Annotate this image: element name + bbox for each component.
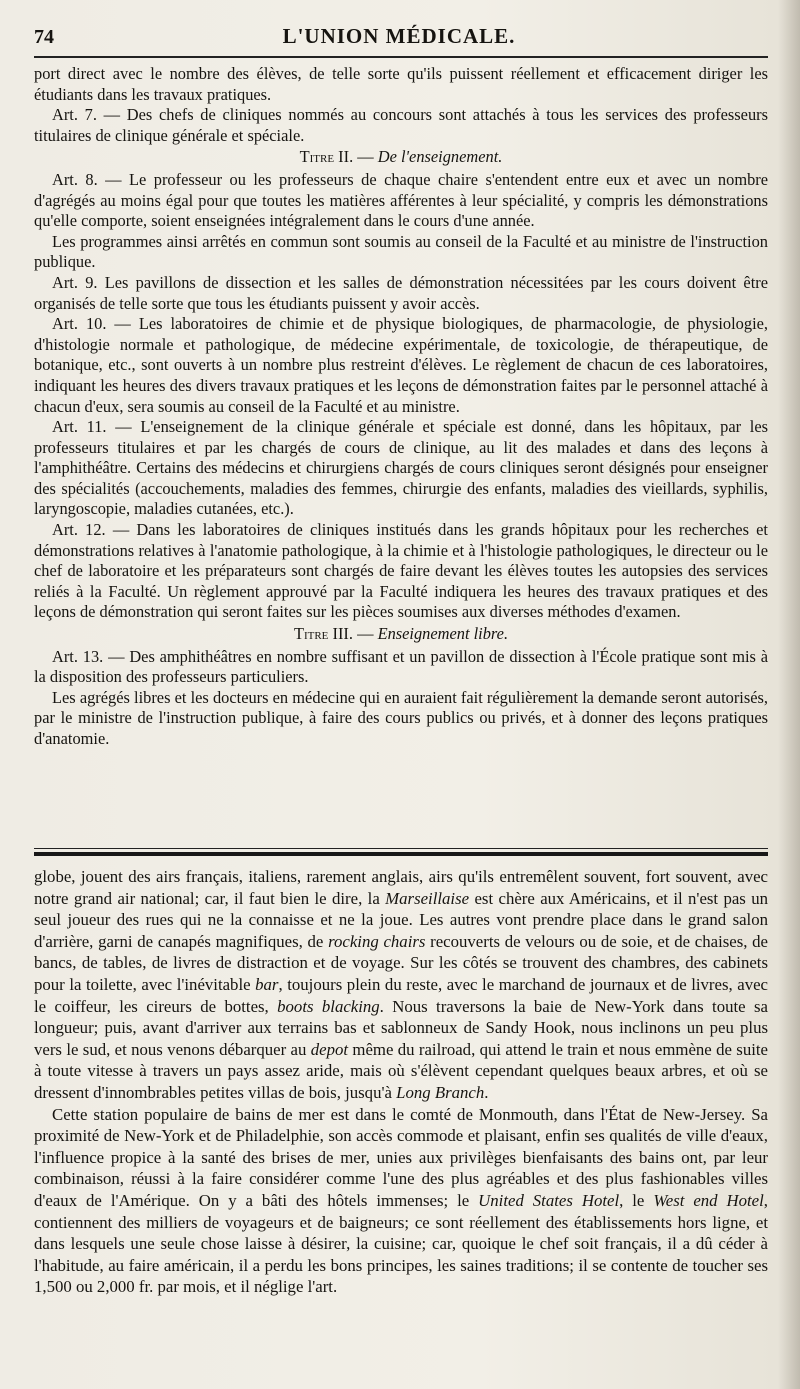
text-run: même du railroad, qui attend le train et nous emmène de suite à toute vitesse à travers un pays assez aride, mais où s'élèvent cependant quelques beaux arbres, et où se dressent d'innombrables petites villas de bois, jusqu'à	[34, 1039, 768, 1102]
feuilleton-paragraph-2	[34, 1104, 768, 1298]
italic-term: Marseillaise	[385, 888, 470, 908]
text-run: globe, jouent des airs français, italiens, rarement anglais, airs qu'ils entremêlent souvent, fort souvent, avec notre grand air national; car, il faut bien le dire, la	[34, 867, 768, 908]
italic-term: depot	[310, 1039, 349, 1059]
text-run: , le	[619, 1190, 654, 1210]
section-heading: Enseignement libre.	[377, 624, 509, 644]
separator-thin-rule	[34, 848, 768, 849]
paragraph-agreges: Les agrégés libres et les docteurs en médecine qui en auraient fait régulièrement la demande seront autorisés, par le ministre de l'instruction publique, à faire des cours publics ou privés, et à donner des leçons pratiques d'anatomie.	[34, 687, 768, 748]
running-title: L'UNION MÉDICALE.	[282, 24, 516, 48]
separator-thick-rule	[34, 852, 768, 856]
text-run: .	[484, 1082, 489, 1102]
section-title-3: Titre III. — Enseignement libre.	[293, 624, 509, 644]
feuilleton-paragraph-1	[34, 866, 768, 1104]
page-header	[34, 22, 764, 52]
italic-term: West end Hotel	[653, 1190, 764, 1210]
italic-term: United States Hotel	[478, 1190, 620, 1210]
text-run: , contiennent des milliers de voyageurs et de baigneurs; ce sont réellement des établissements hors ligne, et dans lesquels une seule chose laisse à désirer, la cuisine; car, quoique le chef soit français, il a dû céder à l'habitude, au faire américain, il a perdu les bons principes, les saines traditions; il se contente de toucher ses 1,500 ou 2,000 fr. par mois, et il néglige l'art.	[34, 1190, 768, 1297]
article-10: Art. 10. — Les laboratoires de chimie et de physique biologiques, de pharmacologie, de physiologie, d'histologie normale et pathologique, de médecine expérimentale, de toxicologie, de thérapeutique, de botanique, etc., sont ouverts à un nombre plus restreint d'élèves. Le règlement de chacun de ces laboratoires, indiquant les heures des divers travaux pratiques et les leçons de démonstration faites par le personnel attaché à chacun d'eux, sera soumis au conseil de la Faculté et au ministre.	[34, 314, 768, 416]
text-run: . Nous traversons la baie de New-York dans toute sa longueur; puis, avant d'arriver aux terrains bas et sablonneux de Sandy Hook, nous inclinons un peu plus vers le sud, et nous venons débarquer au	[34, 996, 768, 1059]
article-7: Art. 7. — Des chefs de cliniques nommés au concours sont attachés à tous les services des professeurs titulaires de clinique générale et spéciale.	[34, 105, 768, 145]
article-8: Art. 8. — Le professeur ou les professeurs de chaque chaire s'entendent entre eux et avec un nombre d'agrégés au moins égal pour que toutes les matières afférentes à leur spécialité, y compris les démonstrations qu'elle comporte, soient enseignées intégralement dans le cours d'une année.	[34, 169, 768, 231]
italic-term: rocking chairs	[328, 931, 426, 951]
article-11: Art. 11. — L'enseignement de la clinique générale et spéciale est donné, dans les hôpitaux, par les professeurs titulaires et par les chargés de cours de clinique, au lit des malades et dans des leçons à l'amphithéâtre. Certains des médecins et chirurgiens chargés de cours cliniques seront désignés pour enseigner des spécialités (accouchements, maladies des femmes, chirurgie des enfants, maladies des vieillards, syphilis, laryngoscopie, maladies cutanées, etc.).	[34, 417, 768, 519]
italic-term: bar	[255, 974, 279, 994]
paragraph-continuation: port direct avec le nombre des élèves, de telle sorte qu'ils puissent réellement et efficacement diriger les étudiants dans les travaux pratiques.	[34, 64, 768, 104]
page-edge-shadow	[778, 0, 800, 1389]
italic-term: Long Branch	[396, 1082, 485, 1102]
section-heading: De l'enseignement.	[377, 147, 503, 167]
section-label: Titre II.	[299, 147, 354, 167]
italic-term: boots blacking	[277, 996, 380, 1016]
article-13: Art. 13. — Des amphithéâtres en nombre suffisant et un pavillon de dissection à l'École pratique sont mis à la disposition des professeurs particuliers.	[34, 646, 768, 687]
article-12: Art. 12. — Dans les laboratoires de cliniques institués dans les grands hôpitaux pour les recherches et démonstrations relatives à l'anatomie pathologique, à la chimie et à l'histologie pathologiques, le directeur ou le chef de laboratoire et les préparateurs sont chargés de faire devant les élèves toutes les autopsies des services reliés à la Faculté. Un règlement approuvé par la Faculté indiquera les heures des travaux pratiques et des leçons de démonstration qui seront faites sur les pièces soumises aux diverses méthodes d'examen.	[34, 520, 768, 622]
decree-articles	[34, 64, 768, 750]
header-rule	[34, 56, 768, 58]
feuilleton-text	[34, 866, 768, 1298]
text-run: Cette station populaire de bains de mer est dans le comté de Monmouth, dans l'État de New-Jersey. Sa proximité de New-York et de Philadelphie, son accès commode et plaisant, enfin ses qualités de ville d'eaux, l'influence propice à la santé des brises de mer, unies aux privilèges bienfaisants des bains ont, par leur combinaison, réussi à la faire considérer comme l'une des plus agréables et des plus fashionables villes d'eaux de l'Amérique. On y a bâti des hôtels immenses; le	[34, 1104, 768, 1210]
article-9: Art. 9. Les pavillons de dissection et les salles de démonstration nécessitées par les cours doivent être organisés de telle sorte que tous les étudiants puissent y avoir accès.	[34, 272, 768, 313]
text-run: est chère aux Américains, et il n'est pas un seul joueur des rues qui ne la connaisse et ne la joue. Les autres vont prendre place dans le grand salon d'arrière, garni de canapés magnifiques, de	[34, 888, 769, 951]
text-run: , toujours plein du reste, avec le marchand de journaux et de livres, avec le coiffeur, les cireurs de bottes,	[34, 974, 769, 1016]
section-label: Titre III.	[293, 624, 353, 644]
text-run: recouverts de velours ou de soie, et de chaises, de bancs, de tables, de livres de distraction et de voyage. Sur les côtés se trouvent des chambres, des cabinets pour la toilette, avec l'inévitable	[34, 931, 769, 994]
feuilleton-separator	[34, 848, 768, 856]
section-title-2: Titre II. — De l'enseignement.	[299, 147, 503, 167]
paragraph-programmes: Les programmes ainsi arrêtés en commun sont soumis au conseil de la Faculté et au ministre de l'instruction publique.	[34, 231, 768, 272]
page-number: 74	[34, 26, 54, 48]
